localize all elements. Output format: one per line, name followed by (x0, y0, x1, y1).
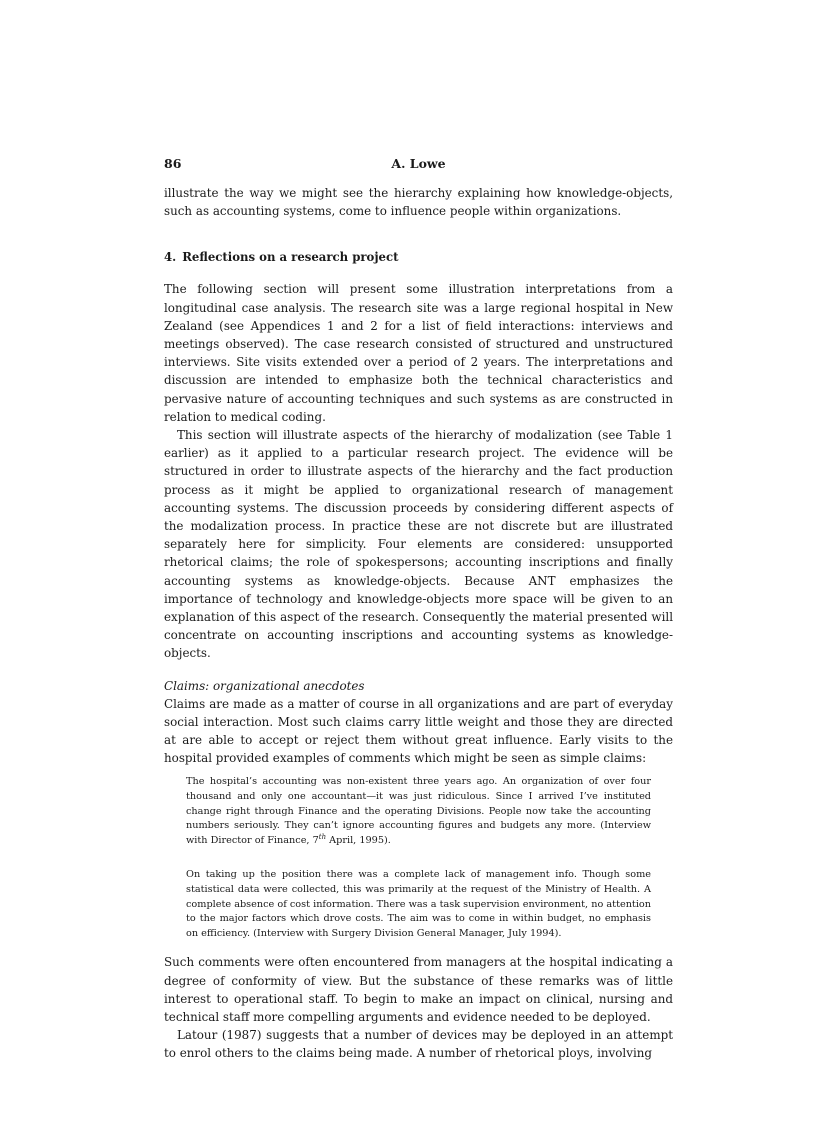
page-number: 86 (164, 156, 182, 171)
running-author: A. Lowe (391, 156, 446, 171)
subsection-heading: Claims: organizational anecdotes (164, 678, 365, 693)
block-quote-1 (186, 775, 651, 848)
quote-1-text-after: April, 1995). (326, 834, 391, 846)
section-heading (164, 248, 673, 266)
body-paragraph-4: Such comments were often encountered from managers at the hospital indicating a degree of conformity of view. But the substance of these remarks was of little interest to operational staff. To begin to make an impact on clinical, nursing and technical staff more compelling arguments and evidence needed to be deployed. (164, 955, 673, 1025)
intro-paragraph: illustrate the way we might see the hierarchy explaining how knowledge-objects, such as accounting systems, come to influence people within organizations. (164, 186, 673, 219)
body-paragraph-3: Claims are made as a matter of course in all organizations and are part of everyday social interaction. Most such claims carry little weight and those they are directed at are able to accept or reject them without great influence. Early visits to the hospital provided examples of comments which might be seen as simple claims: (164, 696, 673, 766)
block-quote-2 (186, 868, 651, 941)
quote-1-text (186, 775, 651, 848)
section-title: Reflections on a research project (182, 250, 399, 265)
body-paragraph-2: This section will illustrate aspects of the hierarchy of modalization (see Table 1 earlier) as it applied to a particular research project. The evidence will be structured in order to illustrate aspects of the hierarchy and the fact production process as it might be applied to organizational research of management accounting systems. The discussion proceeds by considering different aspects of the modalization process. In practice these are not discrete but are illustrated separately here for simplicity. Four elements are considered: unsupported rhetorical claims; the role of spokespersons; accounting inscriptions and finally accounting systems as knowledge-objects. Because ANT emphasizes the importance of technology and knowledge-objects more space will be given to an explanation of this aspect of the research. Consequently the material presented will concentrate on accounting inscriptions and accounting systems as knowledge-objects. (164, 428, 673, 661)
running-head (164, 152, 673, 174)
quote-1-text-before: The hospital’s accounting was non-existent three years ago. An organization of over four thousand and only one accountant—it was just ridiculous. Since I arrived I’ve instituted change right through Finance and the operating Divisions. People now take the accounting numbers seriously. They can’t ignore accounting figures and budgets any more. (Interview with Director of Finance, 7 (186, 776, 651, 846)
quote-1-superscript: th (318, 832, 327, 841)
body-paragraph-5: Latour (1987) suggests that a number of devices may be deployed in an attempt to enrol others to the claims being made. A number of rhetorical ploys, involving (164, 1028, 673, 1061)
section-number: 4. (164, 250, 177, 265)
quote-2-text: On taking up the position there was a complete lack of management info. Though some statistical data were collected, this was primarily at the request of the Ministry of Health. A complete absence of cost information. There was a task supervision environment, no attention to the major factors which drove costs. The aim was to come in within budget, no emphasis on efficiency. (Interview with Surgery Division General Manager, July 1994). (186, 869, 651, 939)
page (164, 152, 673, 1063)
body-paragraph-1: The following section will present some illustration interpretations from a longitudinal case analysis. The research site was a large regional hospital in New Zealand (see Appendices 1 and 2 for a list of field interactions: interviews and meetings observed). The case research consisted of structured and unstructured interviews. Site visits extended over a period of 2 years. The interpretations and discussion are intended to emphasize both the technical characteristics and pervasive nature of accounting techniques and such systems as are constructed in relation to medical coding. (164, 282, 673, 424)
